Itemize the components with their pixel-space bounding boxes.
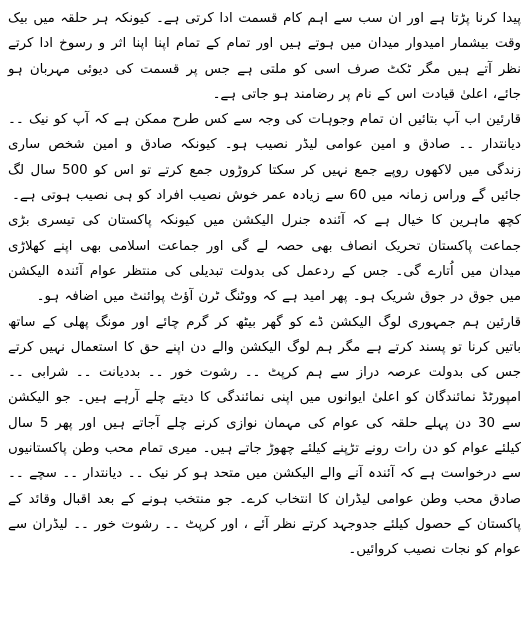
article-body <box>8 6 521 563</box>
article-paragraph-3: کچھ ماہرین کا خیال ہے کہ آئندہ جنرل الیکشن میں کیونکہ پاکستان کی تیسری بڑی جماعت پاکستان تحریک انصاف بھی حصہ لے گی اور جماعت اسلامی بھی اپنے کھلاڑی میدان میں اُتارے گی۔ جس کے ردعمل کی بدولت تبدیلی کی منتظر عوام آئندہ الیکشن میں جوق در جوق شریک ہو۔ پھر امید ہے کہ ووٹنگ ٹرن آؤٹ پوائنٹ میں اضافہ ہو۔ <box>8 213 521 305</box>
article-paragraph-1: پیدا کرنا پڑتا ہے اور ان سب سے اہم کام قسمت ادا کرتی ہے۔ کیونکہ ہر حلقہ میں بیک وقت بیشمار امیدوار میدان میں ہوتے ہیں اور تمام کے تمام اپنا اپنا اثر و رسوخ ادا کرتے نظر آتے ہیں مگر ٹکٹ صرف اسی کو ملتی ہے جس پر قسمت کی دیوئی مہربان ہو جائے، اعلیٰ قیادت اس کے نام پر رضامند ہو جاتی ہے۔ <box>8 11 521 102</box>
article-paragraph-4: قارئین ہم جمہوری لوگ الیکشن ڈے کو گھر بیٹھ کر گرم چائے اور مونگ پھلی کے ساتھ باتیں کرنا تو پسند کرتے ہے مگر ہم لوگ الیکشن والے دن اپنے حق کا استعمال نہیں کرتے جس کی بدولت عرصہ دراز سے ہم کرپٹ ۔۔ رشوت خور ۔۔ بددیانت ۔۔ شرابی ۔۔ امپورٹڈ نمائندگان کو اعلیٰ ایوانوں میں اپنی نمائندگی کا دیتے چلے آرہے ہیں۔ جو الیکشن سے 30 دن پہلے حلقہ کی عوام کی مہمان نوازی کرنے چلے آجاتے ہیں اور پھر 5 سال کیلئے عوام کو دن رات رونے تڑپنے کیلئے چھوڑ جاتے ہیں۔ میری تمام محب وطن پاکستانیوں سے درخواست ہے کہ آئندہ آنے والے الیکشن میں متحد ہو کر نیک ۔۔ دیانتدار ۔۔ سچے ۔۔ صادق محب وطن عوامی لیڈران کا انتخاب کرے۔ جو منتخب ہونے کے بعد اقبال وقائد کے پاکستان کے حصول کیلئے جدوجہد کرتے نظر آئے ، اور کرپٹ ۔۔ رشوت خور ۔۔ لیڈران سے عوام کو نجات نصیب کروائیں۔ <box>8 314 521 558</box>
article-paragraph-2: قارئین اب آپ بتائیں ان تمام وجوہات کی وجہ سے کس طرح ممکن ہے کہ آپ کو نیک ۔۔ دیانتدار ۔۔ صادق و امین عوامی لیڈر نصیب ہو۔ کیونکہ صادق و امین شخص ساری زندگی میں لاکھوں روپے جمع نہیں کر سکتا کروڑوں جمع کرتے تو اس کو 500 سال لگ جائیں گے وراس زمانہ میں 60 سے زیادہ عمر خوش نصیب افراد کو ہی نصیب ہوتی ہے۔ <box>8 112 521 204</box>
